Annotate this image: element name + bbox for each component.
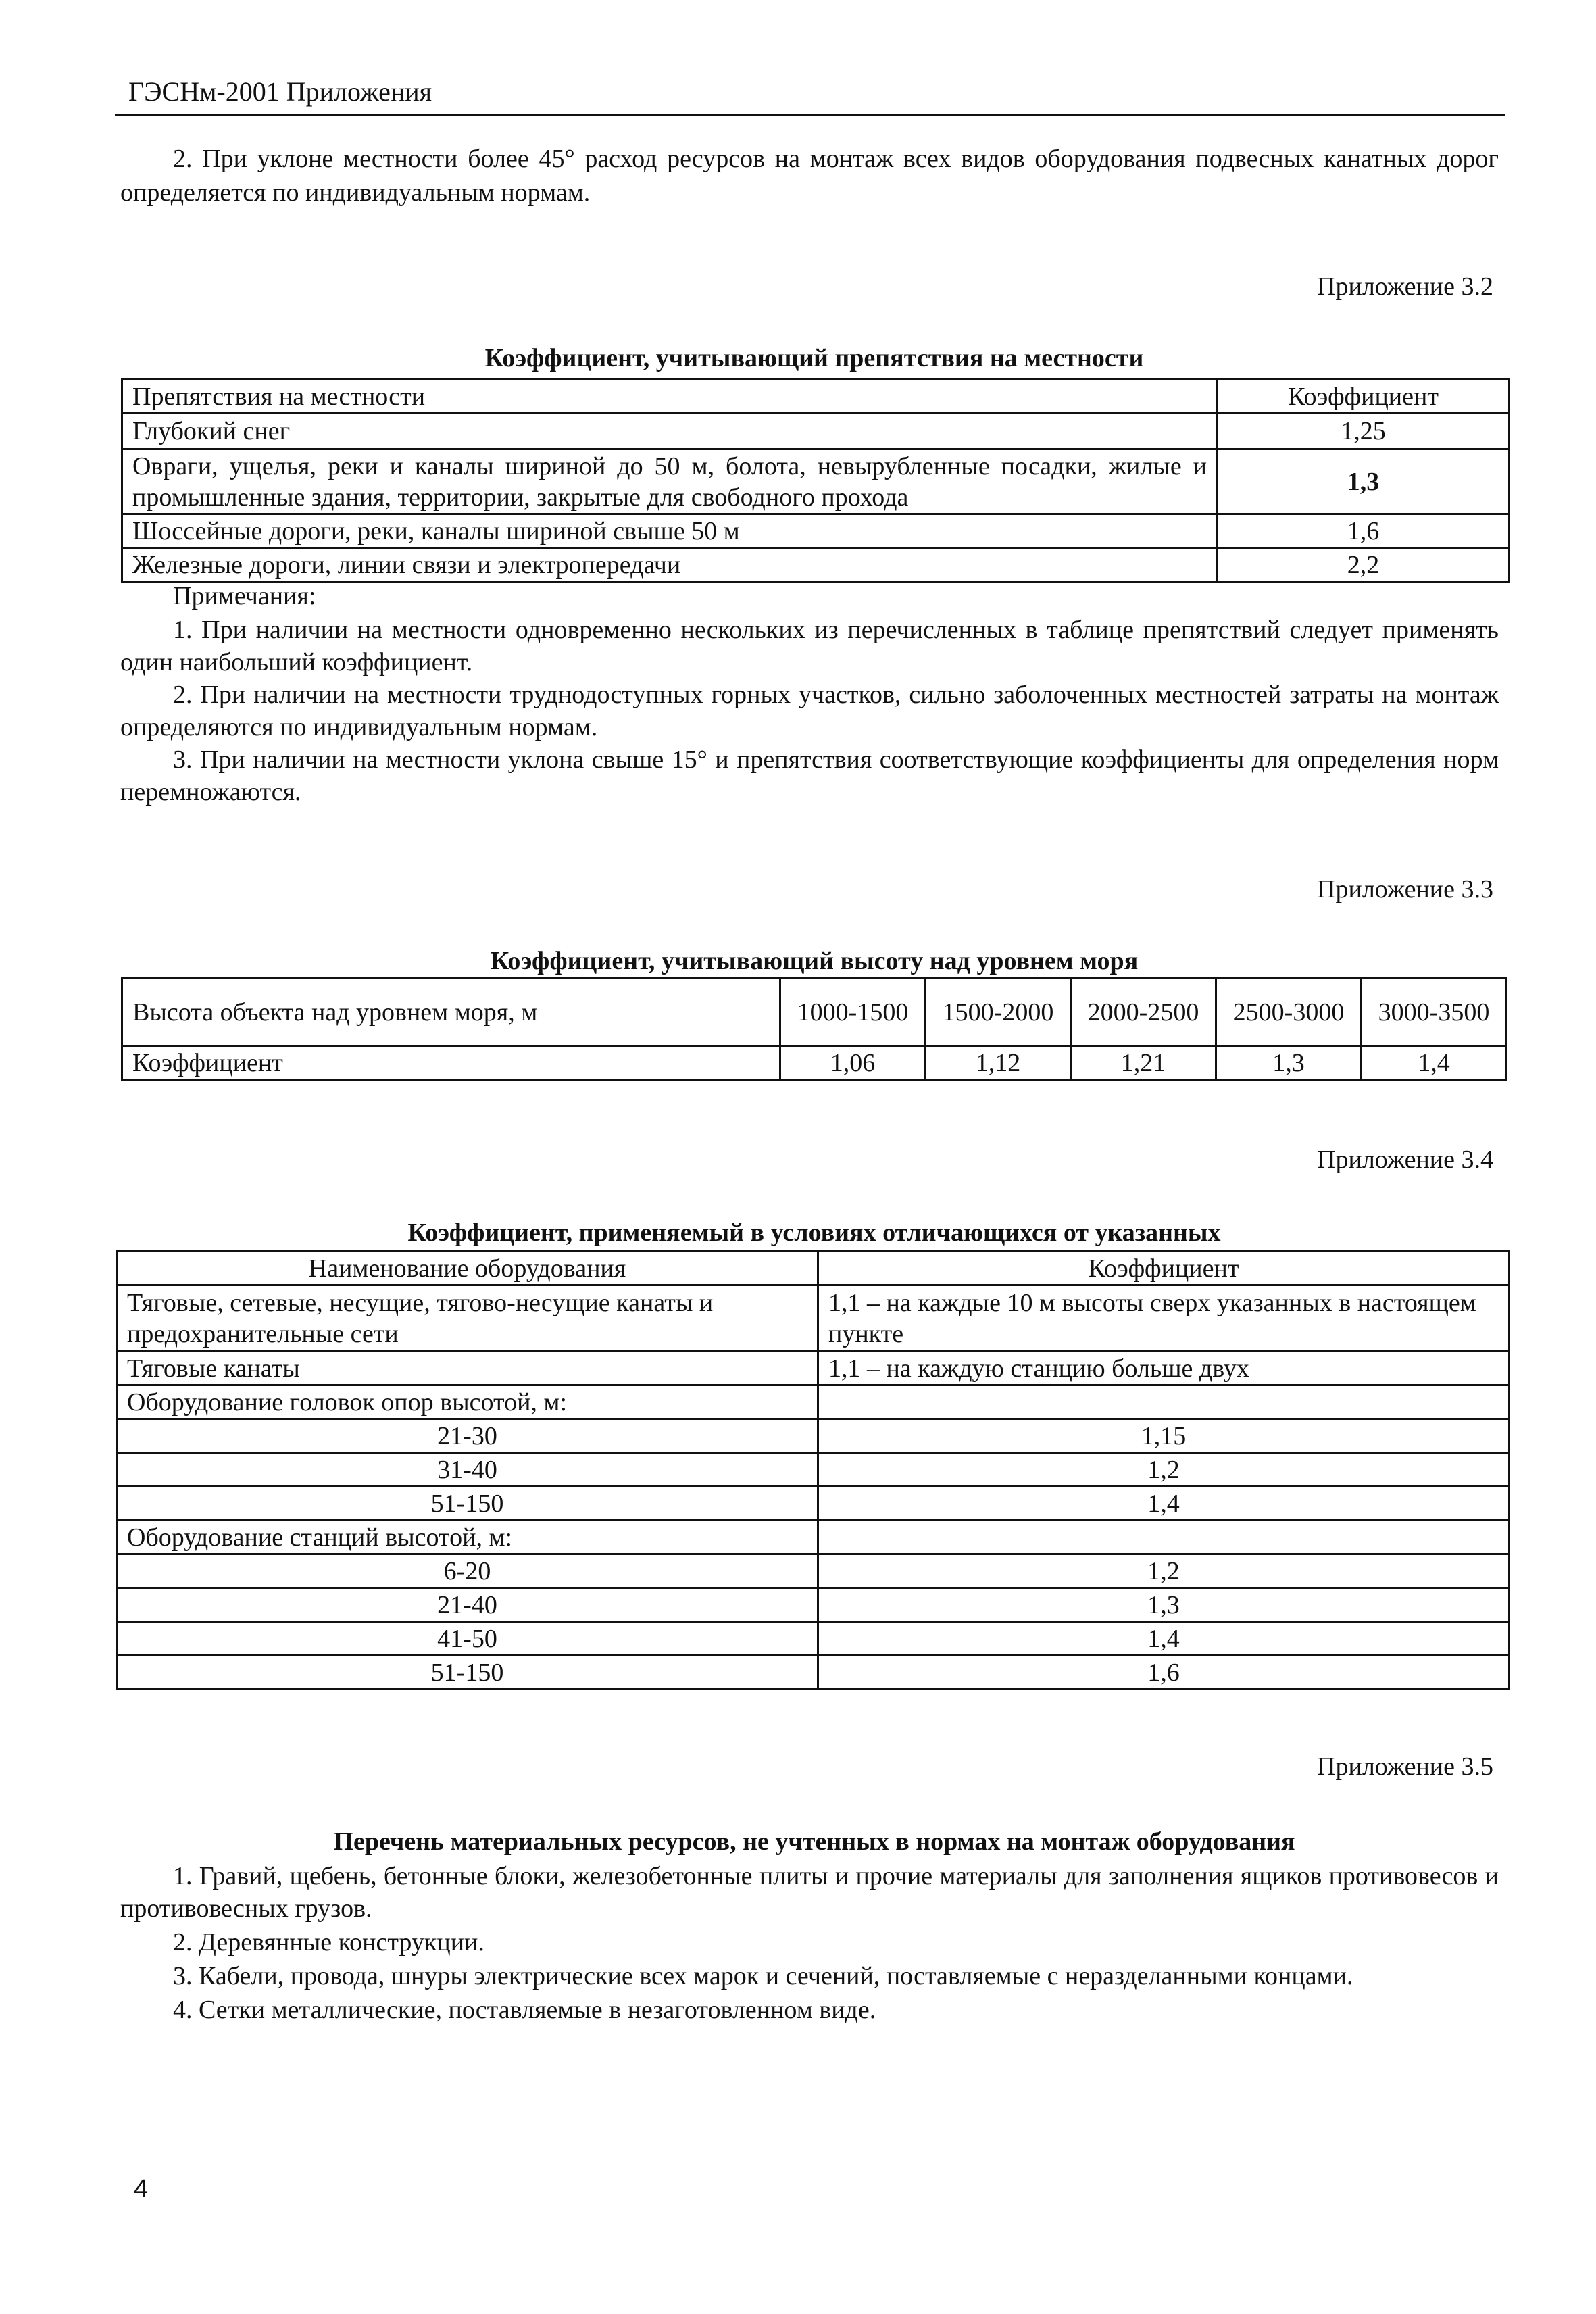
table-header-row — [122, 380, 1510, 414]
equipment-cell: 41-50 — [117, 1622, 818, 1656]
intro-paragraph: 2. При уклоне местности более 45° расход ресурсов на монтаж всех видов оборудования подвесных канатных дорог определяется по индивидуальным нормам. — [120, 145, 1499, 207]
equipment-cell: 21-30 — [117, 1419, 818, 1453]
note-2: 2. При наличии на местности труднодоступных горных участков, сильно заболоченных местностей затраты на монтаж определяются по индивидуальным нормам. — [120, 681, 1499, 741]
table-row — [117, 1588, 1510, 1622]
equipment-cell: Оборудование станций высотой, м: — [117, 1521, 818, 1554]
header-cell: Коэффициент — [1218, 380, 1510, 414]
table-row — [117, 1285, 1510, 1352]
table-row — [117, 1521, 1510, 1554]
header-cell: Коэффициент — [818, 1252, 1510, 1285]
header-cell: Наименование оборудования — [117, 1252, 818, 1285]
cell: 2,2 — [1218, 548, 1510, 583]
value-cell: 1,4 — [1362, 1046, 1507, 1081]
appendix-3-5-title: Перечень материальных ресурсов, не учтенных в нормах на монтаж оборудования — [333, 1827, 1295, 1856]
table-row — [117, 1352, 1510, 1385]
cell: Овраги, ущелья, реки и каналы шириной до 50 м, болота, невырубленные посадки, жилые и промышленные здания, территории, закрытые для свободного прохода — [122, 449, 1218, 514]
table-row — [117, 1487, 1510, 1521]
coefficient-cell: 1,3 — [818, 1588, 1510, 1622]
coefficient-cell: 1,1 – на каждую станцию больше двух — [818, 1352, 1510, 1385]
equipment-cell: 6-20 — [117, 1554, 818, 1588]
coefficient-cell: 1,1 – на каждые 10 м высоты сверх указанных в настоящем пункте — [818, 1285, 1510, 1352]
equipment-cell: 21-40 — [117, 1588, 818, 1622]
resource-item-3: 3. Кабели, провода, шнуры электрические всех марок и сечений, поставляемые с неразделанными концами. — [173, 1962, 1353, 1990]
table-row — [122, 449, 1510, 514]
value-cell: 1,3 — [1216, 1046, 1362, 1081]
coefficient-cell: 1,2 — [818, 1554, 1510, 1588]
table-row — [122, 514, 1510, 548]
table-row — [117, 1419, 1510, 1453]
obstacles-table — [121, 378, 1510, 583]
coefficient-cell: 1,4 — [818, 1622, 1510, 1656]
cell: 1,25 — [1218, 414, 1510, 449]
coefficient-cell: 1,6 — [818, 1656, 1510, 1690]
range-cell: 1000-1500 — [780, 979, 926, 1046]
appendix-3-3-title: Коэффициент, учитывающий высоту над уровнем моря — [490, 947, 1139, 975]
cell: Глубокий снег — [122, 414, 1218, 449]
conditions-table — [116, 1250, 1510, 1690]
cell: Высота объекта над уровнем моря, м — [122, 979, 780, 1046]
table-row — [117, 1453, 1510, 1487]
cell: Коэффициент — [122, 1046, 780, 1081]
table-row — [122, 1046, 1507, 1081]
equipment-cell: Тяговые, сетевые, несущие, тягово-несущие канаты и предохранительные сети — [117, 1285, 818, 1352]
value-cell: 1,21 — [1071, 1046, 1216, 1081]
range-cell: 3000-3500 — [1362, 979, 1507, 1046]
table-row — [117, 1622, 1510, 1656]
appendix-3-4-title: Коэффициент, применяемый в условиях отличающихся от указанных — [407, 1218, 1221, 1247]
coefficient-cell: 1,4 — [818, 1487, 1510, 1521]
value-cell: 1,06 — [780, 1046, 926, 1081]
appendix-3-5-label: Приложение 3.5 — [1317, 1752, 1493, 1781]
appendix-3-2-label: Приложение 3.2 — [1317, 272, 1493, 301]
appendix-3-4-label: Приложение 3.4 — [1317, 1146, 1493, 1174]
range-cell: 2500-3000 — [1216, 979, 1362, 1046]
appendix-3-3-label: Приложение 3.3 — [1317, 875, 1493, 904]
cell: 1,6 — [1218, 514, 1510, 548]
table-row — [117, 1385, 1510, 1419]
cell: Шоссейные дороги, реки, каналы шириной свыше 50 м — [122, 514, 1218, 548]
range-cell: 2000-2500 — [1071, 979, 1216, 1046]
equipment-cell: Оборудование головок опор высотой, м: — [117, 1385, 818, 1419]
page-number: 4 — [134, 2175, 149, 2203]
table-row — [117, 1656, 1510, 1690]
coefficient-cell — [818, 1521, 1510, 1554]
resource-item-4: 4. Сетки металлические, поставляемые в незаготовленном виде. — [173, 1996, 876, 2024]
cell: Железные дороги, линии связи и электропередачи — [122, 548, 1218, 583]
altitude-table — [121, 977, 1507, 1081]
table-row — [122, 979, 1507, 1046]
cell: 1,3 — [1218, 449, 1510, 514]
table-header-row — [117, 1252, 1510, 1285]
equipment-cell: Тяговые канаты — [117, 1352, 818, 1385]
notes-title: Примечания: — [173, 582, 316, 610]
coefficient-cell — [818, 1385, 1510, 1419]
table-row — [122, 414, 1510, 449]
range-cell: 1500-2000 — [926, 979, 1071, 1046]
equipment-cell: 51-150 — [117, 1487, 818, 1521]
header-rule — [115, 114, 1505, 116]
table-row — [122, 548, 1510, 583]
value-cell: 1,12 — [926, 1046, 1071, 1081]
coefficient-cell: 1,15 — [818, 1419, 1510, 1453]
running-header: ГЭСНм-2001 Приложения — [128, 76, 432, 107]
resource-item-2: 2. Деревянные конструкции. — [173, 1928, 484, 1956]
coefficient-cell: 1,2 — [818, 1453, 1510, 1487]
resource-item-1: 1. Гравий, щебень, бетонные блоки, железобетонные плиты и прочие материалы для заполнения ящиков противовесов и противовесных грузов. — [120, 1862, 1499, 1923]
note-3: 3. При наличии на местности уклона свыше 15° и препятствия соответствующие коэффициенты для определения норм перемножаются. — [120, 745, 1499, 806]
appendix-3-2-title: Коэффициент, учитывающий препятствия на местности — [484, 344, 1144, 372]
header-cell: Препятствия на местности — [122, 380, 1218, 414]
table-row — [117, 1554, 1510, 1588]
note-1: 1. При наличии на местности одновременно нескольких из перечисленных в таблице препятствий следует применять один наибольший коэффициент. — [120, 616, 1499, 676]
equipment-cell: 31-40 — [117, 1453, 818, 1487]
equipment-cell: 51-150 — [117, 1656, 818, 1690]
